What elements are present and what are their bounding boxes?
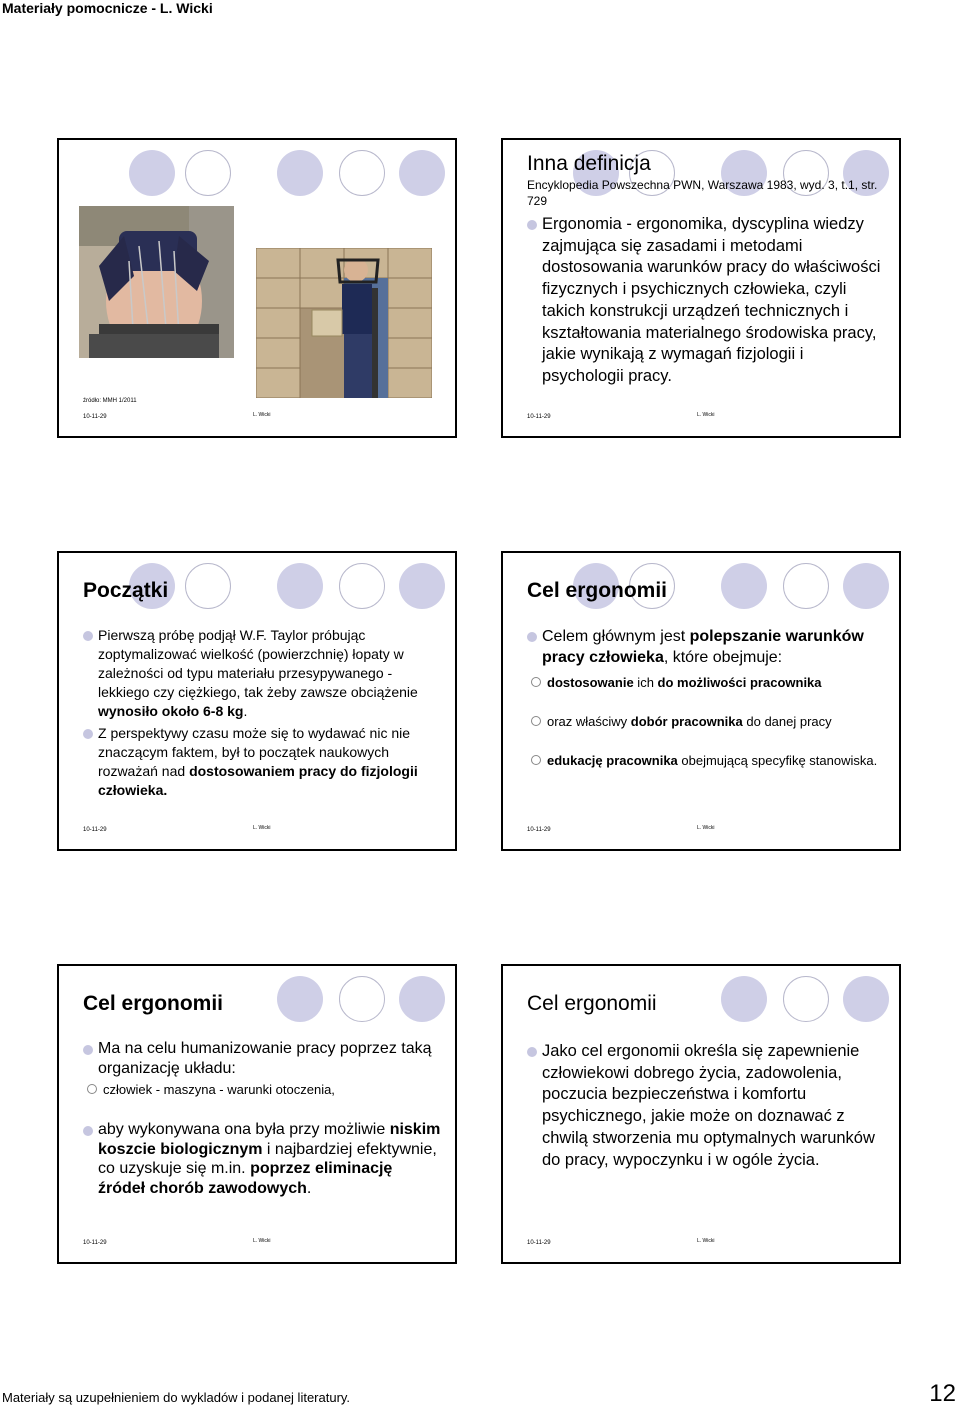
page-number: 12 [929,1380,956,1407]
slide-date: 10-11-29 [83,1240,107,1246]
page-footer: Materiały są uzupełnieniem do wykladów i podanej literatury. [2,1390,351,1405]
slide-author: L. Wicki [253,412,271,418]
slide-inna-definicja [501,138,901,438]
photo-worker-exoskeleton [256,248,432,398]
slide-author: L. Wicki [697,412,715,418]
slide-title: Początki [83,579,169,602]
page-header: Materiały pomocnicze - L. Wicki [2,0,213,16]
slide-cel-ergonomii-2 [57,964,457,1264]
slide-date: 10-11-29 [527,414,551,420]
slide-cel-ergonomii-3 [501,964,901,1264]
bullet-definition: Jako cel ergonomii określa się zapewnienie człowiekowi dobrego życia, zadowolenia, poczucia bezpieczeństwa i komfortu psychicznego, jakie może on doznawać z chwilą stworzenia mu optymalnych warunków do pracy, wypoczynku i w ogóle życia. [527,1041,885,1171]
slide-title: Cel ergonomii [527,579,668,602]
slide-title: Inna definicja [527,152,651,175]
photo-sensor-harness-drawing [79,206,234,358]
bullet-koszt: aby wykonywana ona była przy możliwie niskim koszcie biologicznym i najbardziej efektywnie, co uzyskuje się m.in. poprzez eliminację źródeł chorób zawodowych. [83,1120,441,1198]
slide-date: 10-11-29 [527,1240,551,1246]
photo-sensor-harness [79,206,234,358]
slide-photos [57,138,457,438]
bullet-definition: Ergonomia - ergonomika, dyscyplina wiedzy zajmująca się zasadami i metodami dostosowania warunków pracy do właściwości fizycznych i psychicznych człowieka, czyli takich konstrukcji urządzeń technicznych i kształtowania materialnego środowiska pracy, jakie wynikają z wymagań fizjologii i psychologii pracy. [527,214,885,388]
photo-worker-exoskeleton-drawing [256,248,432,398]
slide-title: Cel ergonomii [83,992,224,1015]
sub-uklad: człowiek - maszyna - warunki otoczenia, [83,1081,441,1098]
slide-date: 10-11-29 [527,827,551,833]
slide-author: L. Wicki [697,1238,715,1244]
slide-title: Cel ergonomii [527,992,657,1015]
slide-author: L. Wicki [697,825,715,831]
slide-date: 10-11-29 [83,827,107,833]
slide-author: L. Wicki [253,825,271,831]
decorative-circles [129,150,457,206]
slide-source: Encyklopedia Powszechna PWN, Warszawa 1983, wyd. 3, t.1, str. 729 [527,178,878,208]
photo-caption: źródło: MMH 1/2011 [83,398,137,404]
slide-date: 10-11-29 [83,414,107,420]
slide-author: L. Wicki [253,1238,271,1244]
sub-dobor: oraz właściwy dobór pracownika do danej pracy [527,713,885,730]
bullet-perspective: Z perspektywy czasu może się to wydawać nic nie znaczącym faktem, był to początek naukowych rozważań nad dostosowaniem pracy do fizjologii człowieka. [83,724,441,800]
bullet-humanizowanie: Ma na celu humanizowanie pracy poprzez taką organizację układu: [83,1039,441,1079]
sub-edukacja: edukację pracownika obejmującą specyfikę stanowiska. [527,752,885,769]
slide-poczatki [57,551,457,851]
slide-cel-ergonomii-1 [501,551,901,851]
bullet-main-goal: Celem głównym jest polepszanie warunków pracy człowieka, które obejmuje: [527,626,885,668]
sub-dostosowanie: dostosowanie ich do możliwości pracownika [527,674,885,691]
bullet-taylor: Pierwszą próbę podjął W.F. Taylor próbując zoptymalizować wielkość (powierzchnię) łopaty w zależności od typu materiału przesypywanego - lekkiego czy ciężkiego, tak żeby zawsze obciążenie wynosiło około 6-8 kg. [83,626,441,721]
decorative-circles [129,563,457,619]
